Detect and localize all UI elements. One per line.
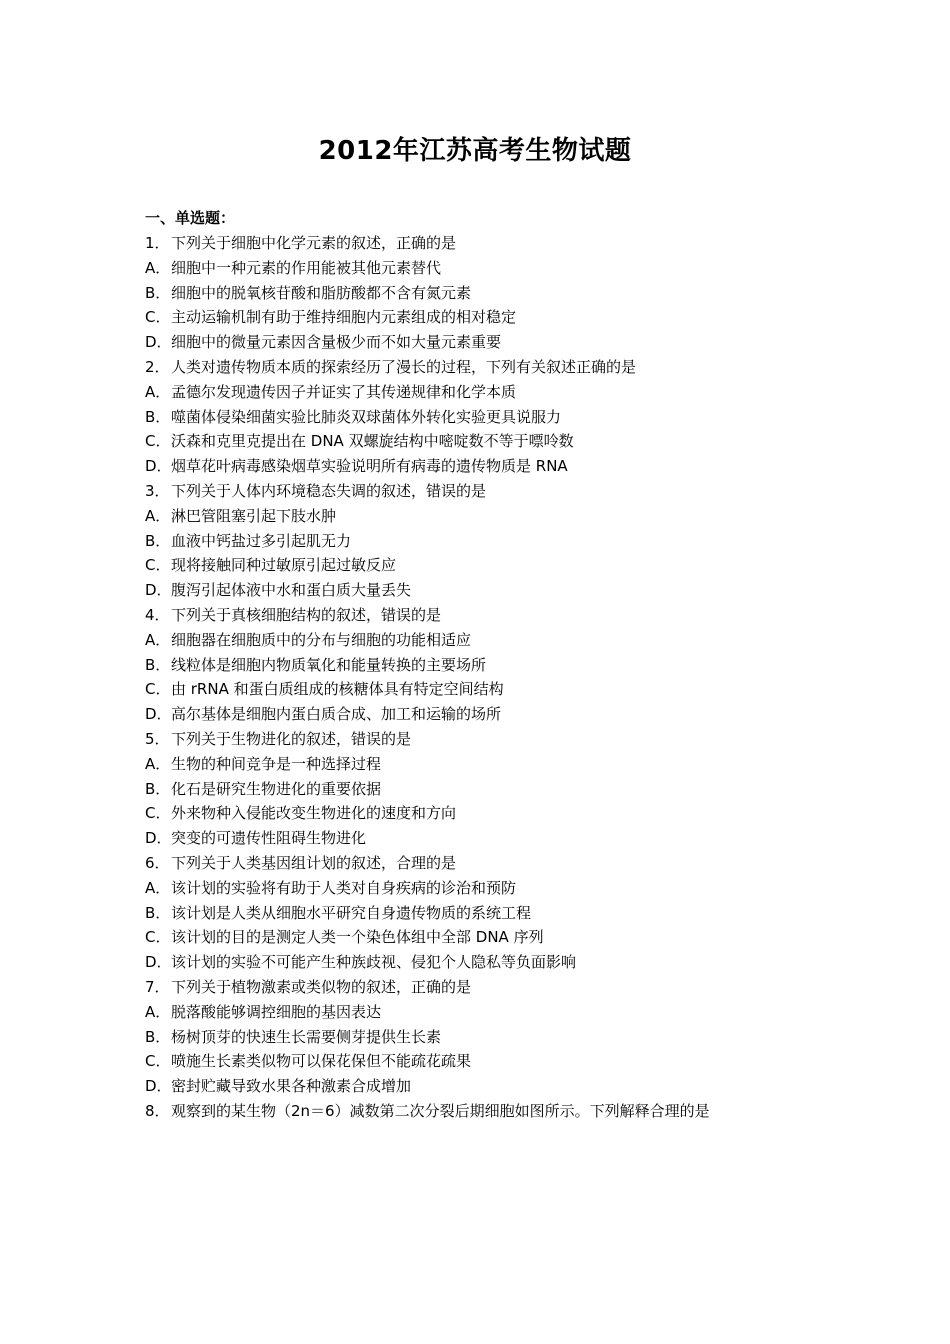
option-label: A． [145, 630, 171, 649]
question-text: 下列关于人类基因组计划的叙述，合理的是 [171, 853, 457, 872]
question-text: 下列关于真核细胞结构的叙述，错误的是 [171, 605, 442, 624]
answer-option [145, 504, 845, 529]
answer-option [145, 578, 845, 603]
option-text: 该计划的实验不可能产生种族歧视、侵犯个人隐私等负面影响 [171, 953, 577, 972]
option-label: A． [145, 506, 171, 525]
option-label: C． [145, 556, 171, 575]
answer-option [145, 380, 845, 405]
answer-option [145, 677, 845, 702]
answer-option [145, 1049, 845, 1074]
question-number: 6． [145, 853, 170, 872]
answer-option [145, 950, 845, 975]
answer-option [145, 901, 845, 926]
answer-option [145, 256, 845, 281]
option-label: A． [145, 382, 171, 401]
question-stem [145, 727, 845, 752]
question-stem [145, 1099, 845, 1124]
option-text: 噬菌体侵染细菌实验比肺炎双球菌体外转化实验更具说服力 [171, 407, 562, 426]
answer-option [145, 876, 845, 901]
option-text: 生物的种间竞争是一种选择过程 [171, 754, 382, 773]
option-text: 孟德尔发现遗传因子并证实了其传递规律和化学本质 [171, 382, 517, 401]
option-label: A． [145, 1002, 171, 1021]
answer-option [145, 1074, 845, 1099]
question-stem [145, 355, 845, 380]
option-label: A． [145, 258, 171, 277]
question-number: 1． [145, 234, 170, 252]
option-label: D． [145, 333, 172, 352]
option-text: 该计划是人类从细胞水平研究自身遗传物质的系统工程 [171, 903, 532, 922]
question-text: 下列关于细胞中化学元素的叙述，正确的是 [171, 234, 457, 252]
option-label: D． [145, 581, 172, 600]
question-text: 下列关于生物进化的叙述，错误的是 [171, 729, 412, 748]
section-heading: 一、单选题： [145, 209, 236, 227]
option-text: 突变的可遗传性阻碍生物进化 [171, 829, 367, 848]
option-text: 现将接触同种过敏原引起过敏反应 [171, 556, 397, 575]
answer-option [145, 454, 845, 479]
option-label: C． [145, 432, 171, 451]
option-label: B． [145, 655, 171, 674]
answer-option [145, 405, 845, 430]
question-number: 8． [145, 1101, 170, 1120]
question-stem [145, 479, 845, 504]
option-label: B． [145, 283, 171, 302]
answer-option [145, 1000, 845, 1025]
answer-option [145, 305, 845, 330]
option-text: 外来物种入侵能改变生物进化的速度和方向 [171, 804, 457, 823]
question-number: 4． [145, 605, 170, 624]
answer-option [145, 529, 845, 554]
option-label: D． [145, 457, 172, 476]
answer-option [145, 801, 845, 826]
option-text: 烟草花叶病毒感染烟草实验说明所有病毒的遗传物质是 RNA [171, 457, 568, 476]
question-stem [145, 975, 845, 1000]
option-text: 化石是研究生物进化的重要依据 [171, 779, 382, 798]
option-label: B． [145, 903, 171, 922]
answer-option [145, 628, 845, 653]
answer-option [145, 826, 845, 851]
question-number: 5． [145, 729, 170, 748]
question-number: 3． [145, 481, 170, 500]
answer-option [145, 281, 845, 306]
option-text: 该计划的实验将有助于人类对自身疾病的诊治和预防 [171, 878, 517, 897]
question-stem [145, 231, 845, 256]
answer-option [145, 1025, 845, 1050]
option-label: D． [145, 1077, 172, 1096]
option-label: C． [145, 1052, 171, 1071]
answer-option [145, 777, 845, 802]
option-label: B． [145, 531, 171, 550]
option-text: 细胞中一种元素的作用能被其他元素替代 [171, 258, 442, 277]
question-list [145, 231, 845, 1124]
option-text: 腹泻引起体液中水和蛋白质大量丢失 [171, 581, 412, 600]
option-label: C． [145, 308, 171, 327]
answer-option [145, 653, 845, 678]
option-label: B． [145, 1027, 171, 1046]
answer-option [145, 925, 845, 950]
option-text: 由 rRNA 和蛋白质组成的核糖体具有特定空间结构 [171, 680, 504, 699]
option-text: 沃森和克里克提出在 DNA 双螺旋结构中嘧啶数不等于嘌呤数 [171, 432, 574, 451]
option-text: 血液中钙盐过多引起肌无力 [171, 531, 352, 550]
option-text: 线粒体是细胞内物质氧化和能量转换的主要场所 [171, 655, 487, 674]
question-number: 7． [145, 977, 170, 996]
option-text: 脱落酸能够调控细胞的基因表达 [171, 1002, 382, 1021]
option-label: D． [145, 705, 172, 724]
option-text: 喷施生长素类似物可以保花保但不能疏花疏果 [171, 1052, 472, 1071]
question-stem [145, 603, 845, 628]
option-text: 该计划的目的是测定人类一个染色体组中全部 DNA 序列 [171, 928, 544, 947]
option-label: C． [145, 804, 171, 823]
option-text: 细胞中的脱氧核苷酸和脂肪酸都不含有氮元素 [171, 283, 472, 302]
question-text: 观察到的某生物（2n＝6）减数第二次分裂后期细胞如图所示。下列解释合理的是 [171, 1101, 710, 1120]
question-text: 人类对遗传物质本质的探索经历了漫长的过程，下列有关叙述正确的是 [171, 357, 637, 376]
option-text: 细胞器在细胞质中的分布与细胞的功能相适应 [171, 630, 472, 649]
option-text: 杨树顶芽的快速生长需要侧芽提供生长素 [171, 1027, 442, 1046]
option-text: 主动运输机制有助于维持细胞内元素组成的相对稳定 [171, 308, 517, 327]
option-text: 密封贮藏导致水果各种激素合成增加 [171, 1077, 412, 1096]
answer-option [145, 330, 845, 355]
option-label: C． [145, 680, 171, 699]
option-text: 细胞中的微量元素因含量极少而不如大量元素重要 [171, 333, 502, 352]
answer-option [145, 429, 845, 454]
answer-option [145, 752, 845, 777]
question-text: 下列关于人体内环境稳态失调的叙述，错误的是 [171, 481, 487, 500]
answer-option [145, 553, 845, 578]
answer-option [145, 702, 845, 727]
option-label: A． [145, 878, 171, 897]
document-title: 2012年江苏高考生物试题 [318, 136, 632, 166]
option-label: A． [145, 754, 171, 773]
question-stem [145, 851, 845, 876]
option-text: 淋巴管阻塞引起下肢水肿 [171, 506, 337, 525]
question-number: 2． [145, 357, 170, 376]
option-text: 高尔基体是细胞内蛋白质合成、加工和运输的场所 [171, 705, 502, 724]
option-label: D． [145, 953, 172, 972]
option-label: D． [145, 829, 172, 848]
question-text: 下列关于植物激素或类似物的叙述，正确的是 [171, 977, 472, 996]
option-label: C． [145, 928, 171, 947]
option-label: B． [145, 407, 171, 426]
option-label: B． [145, 779, 171, 798]
